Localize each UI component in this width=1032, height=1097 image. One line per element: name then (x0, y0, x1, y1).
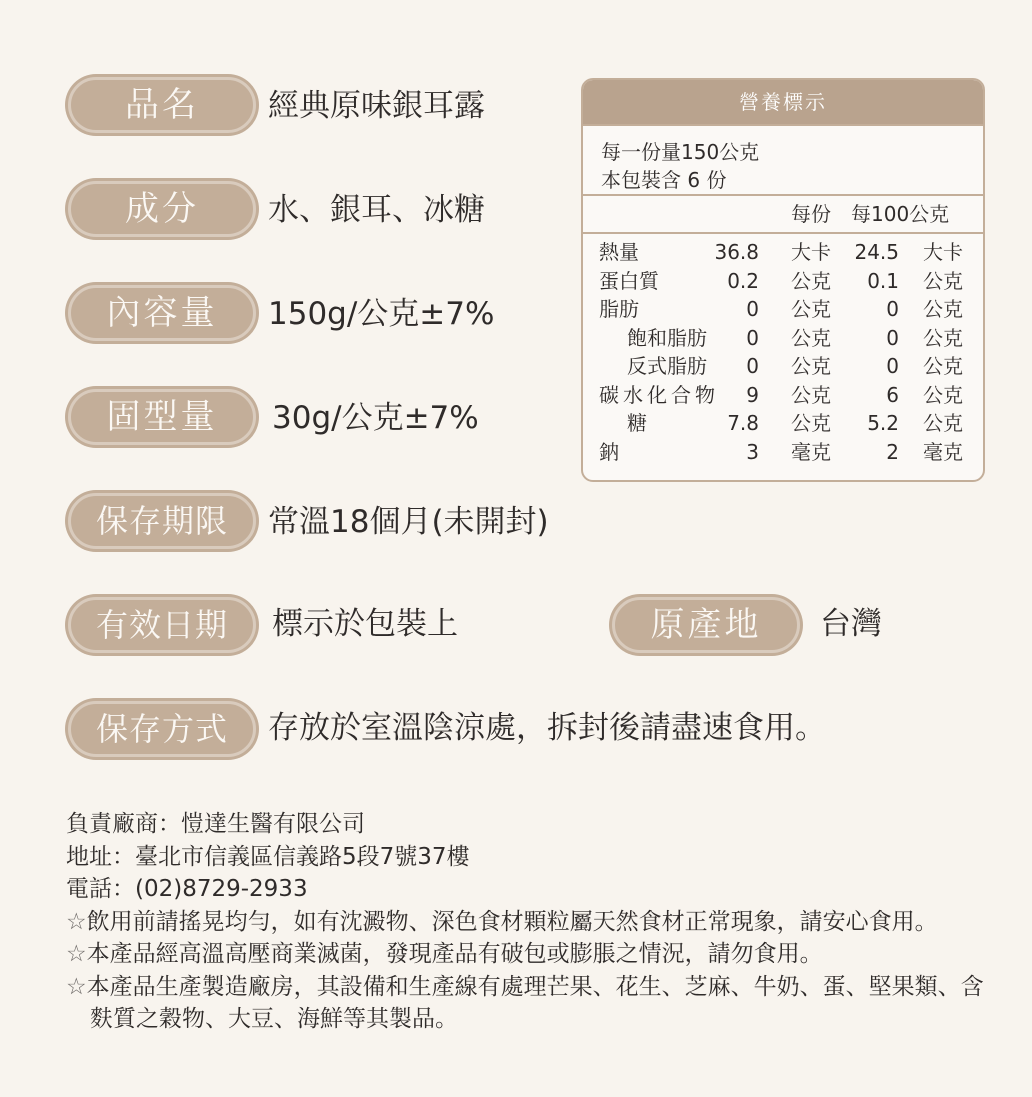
note-shake (66, 906, 996, 939)
nutrient-value-serving: 7.8 (727, 411, 759, 435)
nutrient-unit-100g: 公克 (923, 325, 963, 350)
nutrient-unit-100g: 公克 (923, 297, 963, 321)
label-storage: 保存方式 (68, 701, 256, 757)
address: 地址：臺北市信義區信義路5段7號37樓 (66, 843, 470, 870)
nutrient-value-serving: 0.2 (727, 268, 759, 293)
label-net-content: 內容量 (68, 285, 256, 341)
star-icon: ☆ (66, 908, 87, 935)
star-icon: ☆ (66, 973, 87, 1000)
col-per-serving: 每份 (791, 202, 831, 226)
star-icon: ☆ (66, 941, 87, 967)
label-origin: 原產地 (612, 597, 800, 653)
note-text: 飲用前請搖晃均勻，如有沈澱物、深色食材顆粒屬天然食材正常現象，請安心食用。 (86, 908, 938, 935)
nutrient-unit-serving: 公克 (791, 411, 831, 435)
value-net-content: 150g/公克±7% (268, 296, 495, 332)
nutrition-row-fat (583, 295, 983, 324)
nutrient-name: 脂肪 (599, 297, 639, 321)
nutrient-value-100g: 0 (886, 354, 899, 378)
nutrient-unit-serving: 公克 (791, 268, 831, 293)
nutrient-unit-serving: 公克 (791, 382, 831, 407)
label-solid-content: 固型量 (68, 389, 256, 445)
nutrient-unit-100g: 公克 (923, 354, 963, 378)
nutrient-value-100g: 6 (886, 382, 899, 407)
nutrition-row-trans-fat (583, 352, 983, 381)
manufacturer: 負責廠商：愷達生醫有限公司 (66, 811, 365, 837)
nutrient-unit-serving: 大卡 (791, 240, 831, 264)
nutrient-name: 蛋白質 (599, 268, 659, 293)
value-product-name: 經典原味銀耳露 (268, 88, 485, 124)
nutrient-unit-100g: 公克 (923, 268, 963, 293)
nutrient-value-serving: 3 (746, 439, 759, 464)
nutrient-unit-serving: 公克 (791, 354, 831, 378)
nutrition-table (583, 234, 983, 466)
nutrient-value-100g: 5.2 (867, 411, 899, 435)
servings-per-package: 本包裝含 6 份 (601, 168, 727, 192)
nutrition-row-protein (583, 267, 983, 296)
nutrient-unit-100g: 公克 (923, 411, 963, 435)
nutrient-unit-serving: 毫克 (791, 439, 831, 464)
serving-size: 每一份量150公克 (601, 140, 760, 164)
note-text: 本產品經高溫高壓商業滅菌，發現產品有破包或膨脹之情況，請勿食用。 (86, 941, 823, 967)
nutrient-value-100g: 0.1 (867, 268, 899, 293)
value-storage: 存放於室溫陰涼處，拆封後請盡速食用。 (268, 710, 826, 746)
col-per-100g: 每100公克 (851, 202, 950, 226)
nutrition-title: 營養標示 (583, 80, 983, 126)
nutrient-value-serving: 36.8 (714, 240, 759, 264)
nutrient-name: 反式脂肪 (627, 354, 707, 378)
nutrition-serving-info (583, 130, 983, 196)
nutrition-facts-panel (581, 78, 985, 482)
value-ingredients: 水、銀耳、冰糖 (268, 192, 485, 228)
nutrient-value-serving: 0 (746, 354, 759, 378)
nutrient-value-serving: 9 (746, 382, 759, 407)
nutrition-row-saturated-fat (583, 324, 983, 353)
nutrient-name: 糖 (627, 411, 647, 435)
value-shelf-life: 常溫18個月(未開封) (268, 504, 549, 540)
nutrient-unit-100g: 毫克 (923, 439, 963, 464)
note-text: 本產品生產製造廠房，其設備和生產線有處理芒果、花生、芝麻、牛奶、蛋、堅果類、含麩質之穀物、大豆、海鮮等其製品。 (86, 973, 984, 1032)
nutrient-name: 飽和脂肪 (627, 325, 707, 350)
nutrition-row-sugar (583, 409, 983, 438)
footer-info (66, 808, 996, 1036)
nutrition-row-energy (583, 238, 983, 267)
nutrient-value-100g: 0 (886, 325, 899, 350)
note-sterilization (66, 938, 996, 971)
label-ingredients: 成分 (68, 181, 256, 237)
nutrition-row-carbohydrate (583, 381, 983, 410)
nutrient-value-100g: 0 (886, 297, 899, 321)
nutrient-unit-100g: 大卡 (923, 240, 963, 264)
note-allergens (66, 971, 996, 1036)
nutrient-name: 碳水化合物 (599, 382, 719, 407)
value-expiry-date: 標示於包裝上 (272, 606, 458, 642)
nutrient-unit-100g: 公克 (923, 382, 963, 407)
label-shelf-life: 保存期限 (68, 493, 256, 549)
phone: 電話：(02)8729-2933 (66, 876, 308, 902)
value-origin: 台灣 (820, 606, 882, 642)
nutrient-value-serving: 0 (746, 325, 759, 350)
nutrient-value-100g: 2 (886, 439, 899, 464)
nutrition-column-headers (583, 196, 983, 234)
value-solid-content: 30g/公克±7% (272, 400, 479, 436)
nutrient-value-100g: 24.5 (854, 240, 899, 264)
nutrient-unit-serving: 公克 (791, 325, 831, 350)
nutrient-name: 熱量 (599, 240, 639, 264)
nutrient-unit-serving: 公克 (791, 297, 831, 321)
label-expiry-date: 有效日期 (68, 597, 256, 653)
nutrient-name: 鈉 (599, 439, 619, 464)
nutrition-row-sodium (583, 438, 983, 467)
nutrient-value-serving: 0 (746, 297, 759, 321)
label-product-name: 品名 (68, 77, 256, 133)
